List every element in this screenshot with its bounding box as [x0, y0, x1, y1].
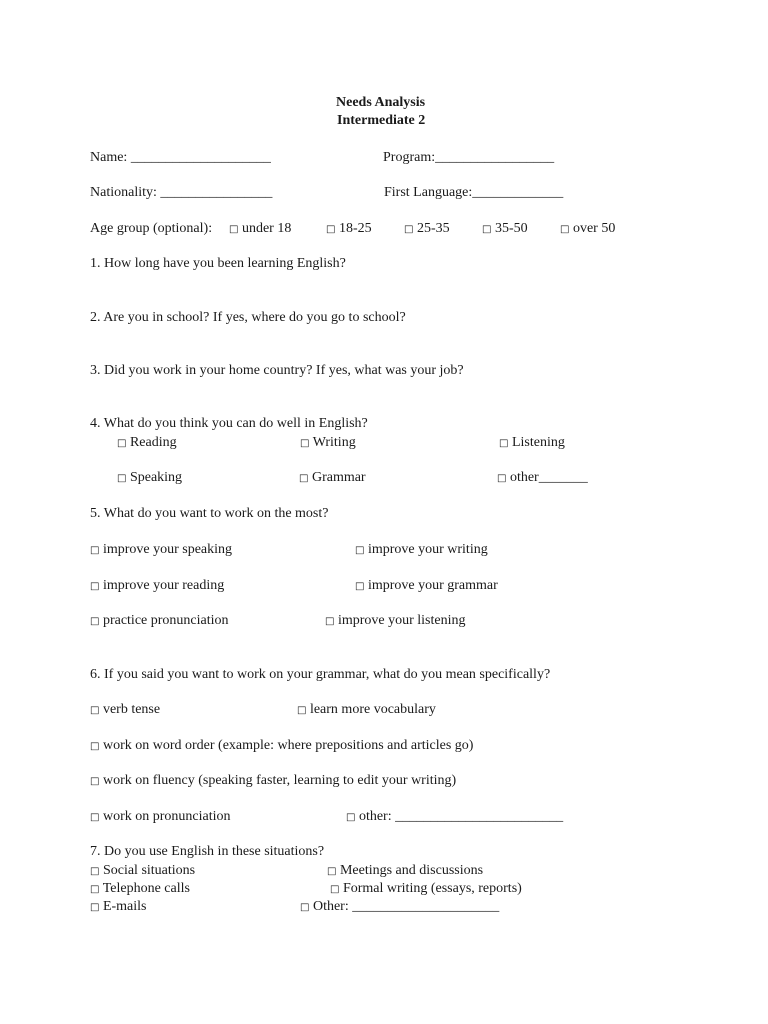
- checkbox-icon: □: [346, 812, 356, 823]
- age-option-label: 18-25: [338, 221, 372, 236]
- option-label: improve your grammar: [367, 578, 498, 593]
- age-option-25-35[interactable]: [404, 222, 450, 236]
- option-label: Grammar: [311, 470, 366, 485]
- option-label: E-mails: [102, 899, 147, 914]
- q6-option-verb-tense[interactable]: [90, 703, 160, 717]
- checkbox-icon: □: [297, 705, 307, 716]
- age-option-label: under 18: [241, 221, 292, 236]
- option-label: improve your speaking: [102, 542, 233, 557]
- option-label: other_______: [509, 470, 588, 485]
- nationality-field[interactable]: Nationality: ________________: [90, 185, 273, 200]
- checkbox-icon: □: [300, 438, 310, 449]
- option-label: Writing: [312, 435, 356, 450]
- q4-option-other[interactable]: [497, 471, 588, 485]
- page-subtitle: Intermediate 2: [337, 113, 426, 128]
- q4-option-listening[interactable]: [499, 436, 565, 450]
- checkbox-icon: □: [229, 224, 239, 235]
- q4-option-grammar[interactable]: [299, 471, 366, 485]
- question-1: 1. How long have you been learning English?: [90, 256, 346, 271]
- age-option-label: 35-50: [494, 221, 528, 236]
- checkbox-icon: □: [90, 866, 100, 877]
- q5-option-improve-reading[interactable]: [90, 579, 224, 593]
- option-label: improve your writing: [367, 542, 488, 557]
- checkbox-icon: □: [299, 473, 309, 484]
- q5-option-improve-speaking[interactable]: [90, 543, 232, 557]
- checkbox-icon: □: [497, 473, 507, 484]
- age-option-label: over 50: [572, 221, 616, 236]
- option-label: Social situations: [102, 863, 196, 878]
- program-field[interactable]: Program:_________________: [383, 150, 555, 165]
- age-option-18-25[interactable]: [326, 222, 372, 236]
- option-label: learn more vocabulary: [309, 702, 436, 717]
- checkbox-icon: □: [300, 902, 310, 913]
- q5-option-improve-listening[interactable]: [325, 614, 466, 628]
- option-label: work on fluency (speaking faster, learning to edit your writing): [102, 773, 457, 788]
- age-option-label: 25-35: [416, 221, 450, 236]
- q7-option-social[interactable]: [90, 864, 195, 878]
- question-2: 2. Are you in school? If yes, where do you go to school?: [90, 310, 406, 325]
- option-label: Reading: [129, 435, 177, 450]
- checkbox-icon: □: [326, 224, 336, 235]
- checkbox-icon: □: [90, 776, 100, 787]
- age-group-label: Age group (optional):: [90, 221, 213, 236]
- option-label: Other: _____________________: [312, 899, 500, 914]
- age-option-under-18[interactable]: [229, 222, 291, 236]
- checkbox-icon: □: [90, 581, 100, 592]
- q6-option-fluency[interactable]: [90, 774, 456, 788]
- checkbox-icon: □: [117, 473, 127, 484]
- age-option-35-50[interactable]: [482, 222, 528, 236]
- q4-option-writing[interactable]: [300, 436, 356, 450]
- option-label: work on word order (example: where prepositions and articles go): [102, 738, 474, 753]
- question-7: 7. Do you use English in these situations?: [90, 844, 325, 859]
- option-label: Telephone calls: [102, 881, 190, 896]
- option-label: other: ________________________: [358, 809, 564, 824]
- checkbox-icon: □: [90, 741, 100, 752]
- q5-option-improve-grammar[interactable]: [355, 579, 498, 593]
- checkbox-icon: □: [90, 616, 100, 627]
- q7-option-other[interactable]: [300, 900, 499, 914]
- q6-option-word-order[interactable]: [90, 739, 473, 753]
- question-3: 3. Did you work in your home country? If yes, what was your job?: [90, 363, 464, 378]
- page-title: Needs Analysis: [336, 95, 426, 110]
- q7-option-emails[interactable]: [90, 900, 147, 914]
- q5-option-practice-pronunciation[interactable]: [90, 614, 229, 628]
- checkbox-icon: □: [325, 616, 335, 627]
- q7-option-meetings[interactable]: [327, 864, 483, 878]
- q7-option-formal-writing[interactable]: [330, 882, 522, 896]
- q6-option-other[interactable]: [346, 810, 563, 824]
- checkbox-icon: □: [499, 438, 509, 449]
- q5-option-improve-writing[interactable]: [355, 543, 488, 557]
- q4-option-reading[interactable]: [117, 436, 177, 450]
- checkbox-icon: □: [90, 884, 100, 895]
- first-language-field[interactable]: First Language:_____________: [384, 185, 564, 200]
- checkbox-icon: □: [482, 224, 492, 235]
- option-label: improve your reading: [102, 578, 225, 593]
- option-label: practice pronunciation: [102, 613, 229, 628]
- question-5: 5. What do you want to work on the most?: [90, 506, 329, 521]
- option-label: improve your listening: [337, 613, 466, 628]
- checkbox-icon: □: [404, 224, 414, 235]
- checkbox-icon: □: [330, 884, 340, 895]
- checkbox-icon: □: [355, 545, 365, 556]
- checkbox-icon: □: [90, 545, 100, 556]
- option-label: work on pronunciation: [102, 809, 231, 824]
- option-label: Meetings and discussions: [339, 863, 484, 878]
- checkbox-icon: □: [560, 224, 570, 235]
- checkbox-icon: □: [90, 902, 100, 913]
- name-field[interactable]: Name: ____________________: [90, 150, 271, 165]
- question-4: 4. What do you think you can do well in English?: [90, 416, 368, 431]
- checkbox-icon: □: [117, 438, 127, 449]
- checkbox-icon: □: [355, 581, 365, 592]
- checkbox-icon: □: [90, 705, 100, 716]
- option-label: Speaking: [129, 470, 183, 485]
- q6-option-pronunciation[interactable]: [90, 810, 230, 824]
- checkbox-icon: □: [90, 812, 100, 823]
- option-label: Formal writing (essays, reports): [342, 881, 522, 896]
- age-option-over-50[interactable]: [560, 222, 615, 236]
- question-6: 6. If you said you want to work on your grammar, what do you mean specifically?: [90, 667, 551, 682]
- q6-option-vocabulary[interactable]: [297, 703, 436, 717]
- q7-option-telephone[interactable]: [90, 882, 190, 896]
- option-label: verb tense: [102, 702, 161, 717]
- checkbox-icon: □: [327, 866, 337, 877]
- option-label: Listening: [511, 435, 565, 450]
- q4-option-speaking[interactable]: [117, 471, 182, 485]
